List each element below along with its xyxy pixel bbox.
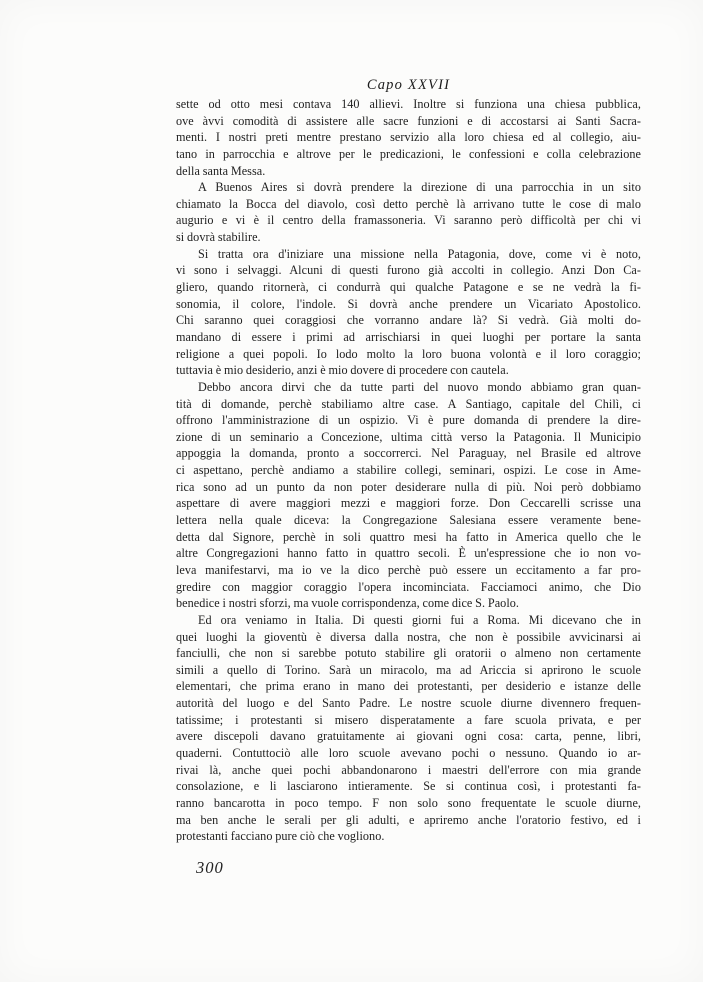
text-line: tano in parrocchia e altrove per le predicazioni, le confessioni e colla celebrazione	[176, 146, 641, 161]
text-line: ci aspettano, perchè andiamo a stabilire collegi, seminari, ospizi. Le cose in Ame-	[176, 463, 641, 478]
text-line: lettera nella quale diceva: la Congregazione Salesiana essere veramente bene-	[176, 513, 641, 528]
text-line: ma ben anche le serali per gli adulti, e apriremo anche l'oratorio festivo, ed i	[176, 812, 641, 827]
paragraph	[176, 612, 641, 845]
chapter-header: Capo XXVII	[366, 77, 451, 93]
text-line: Chi saranno quei coraggiosi che vorranno andare là? Si vedrà. Già molti do-	[176, 313, 641, 328]
text-line: leva manifestarvi, ma io ve la dico perchè può essere un eccitamento a far pro-	[176, 562, 641, 577]
text-line: gliero, quando ritornerà, ci condurrà qui qualche Patagone e se ne vedrà la fi-	[176, 280, 641, 295]
text-line: sette od otto mesi contava 140 allievi. Inoltre si funziona una chiesa pubblica,	[176, 97, 641, 111]
text-line: Debbo ancora dirvi che da tutte parti del nuovo mondo abbiamo gran quan-	[198, 379, 641, 394]
page-number: 300	[196, 858, 224, 877]
text-line: chiamato la Bocca del diavolo, così detto perchè là arrivano tutte le cose di malo	[176, 196, 641, 211]
paragraph	[176, 379, 641, 612]
text-line: autorità del luogo e del Santo Padre. Le nostre scuole diurne divennero frequen-	[176, 696, 641, 711]
text-line: protestanti facciano pure ciò che vogliono.	[176, 829, 385, 844]
text-line: tuttavia è mio desiderio, anzi è mio dovere di procedere con cautela.	[176, 363, 509, 378]
text-line: mandano di essere i primi ad arrischiarsi in quei luoghi per portare la santa	[176, 329, 641, 344]
text-line: offrono l'amministrazione di un ospizio. Vi è pure domanda di prendere la dire-	[176, 413, 641, 428]
text-line: si dovrà stabilire.	[176, 230, 261, 245]
text-line: menti. I nostri preti mentre prestano servizio alla loro chiesa ed al collegio, aiu-	[176, 130, 641, 145]
text-line: A Buenos Aires si dovrà prendere la direzione di una parrocchia in un sito	[198, 180, 641, 195]
text-line: detta dal Signore, perchè in soli quattro mesi ha fatto in America quello che le	[176, 529, 641, 544]
text-line: augurio e vi è il centro della framassoneria. Vi saranno però difficoltà per chi vi	[176, 213, 641, 228]
text-line: vi sono i selvaggi. Alcuni di questi furono già accolti in collegio. Anzi Don Ca-	[176, 263, 641, 278]
text-line: fanciulli, che non si sarebbe potuto stabilire gli oratorii o almeno non certamente	[176, 646, 641, 661]
text-line: tatissime; i protestanti si misero disperatamente a fare scuola privata, e per	[176, 712, 641, 727]
text-block	[176, 96, 641, 845]
text-line: zione di un seminario a Concezione, ultima città verso la Patagonia. Il Municipio	[176, 429, 641, 444]
text-line: ove àvvi comodità di assistere alle sacre funzioni e di accostarsi ai Santi Sacra-	[176, 113, 641, 128]
text-line: appoggia la domanda, pronto a soccorrerci. Nel Paraguay, nel Brasile ed altrove	[176, 446, 641, 461]
text-line: religione a quei popoli. Io lodo molto la loro buona volontà e il loro coraggio;	[176, 346, 641, 361]
text-line: ranno bancarotta in poco tempo. F non solo sono frequentate le scuole diurne,	[176, 795, 641, 810]
paragraph	[176, 246, 641, 379]
text-line: simili a quello di Torino. Sarà un miracolo, ma ad Ariccia si aprirono le scuole	[176, 662, 641, 677]
text-line: quaderni. Contuttociò alle loro scuole avevano pochi o nessuno. Quando io ar-	[176, 745, 641, 760]
text-line: Si tratta ora d'iniziare una missione nella Patagonia, dove, come vi è noto,	[198, 246, 641, 261]
text-line: altre Congregazioni hanno fatto in quattro secoli. È un'espressione che io non vo-	[176, 546, 641, 561]
text-line: gredire con maggior coraggio l'opera incominciata. Facciamoci animo, che Dio	[176, 579, 641, 594]
text-line: rivai là, anche quei pochi abbandonarono i maestri dell'errore con mia grande	[176, 762, 641, 777]
text-line: tità di domande, perchè stabiliamo altre case. A Santiago, capitale del Chilì, ci	[176, 396, 641, 411]
text-line: benedice i nostri sforzi, ma vuole corrispondenza, come dice S. Paolo.	[176, 596, 519, 611]
text-line: Ed ora veniamo in Italia. Di questi giorni fui a Roma. Mi dicevano che in	[198, 612, 641, 627]
text-line: elementari, che prima erano in mano dei protestanti, per desiderio e istanze delle	[176, 679, 641, 694]
text-line: della santa Messa.	[176, 163, 266, 178]
text-line: rica sono ad un punto da non poter desiderare nulla di più. Noi però dobbiamo	[176, 479, 641, 494]
paragraph	[176, 96, 641, 179]
paragraph	[176, 179, 641, 246]
text-line: sonomia, il colore, l'indole. Si dovrà anche prendere un Vicariato Apostolico.	[176, 296, 641, 311]
text-line: consolazione, e li lasciarono intieramente. Se si continua così, i protestanti fa-	[176, 779, 641, 794]
text-line: avere discepoli davano gratuitamente ai giovani ogni cosa: carta, penne, libri,	[176, 729, 641, 744]
text-line: aspettare di avere maggiori mezzi e maggiori forze. Don Ceccarelli scrisse una	[176, 496, 641, 511]
text-line: quei luoghi la gioventù è diversa dalla nostra, che non è possibile avvicinarsi ai	[176, 629, 641, 644]
